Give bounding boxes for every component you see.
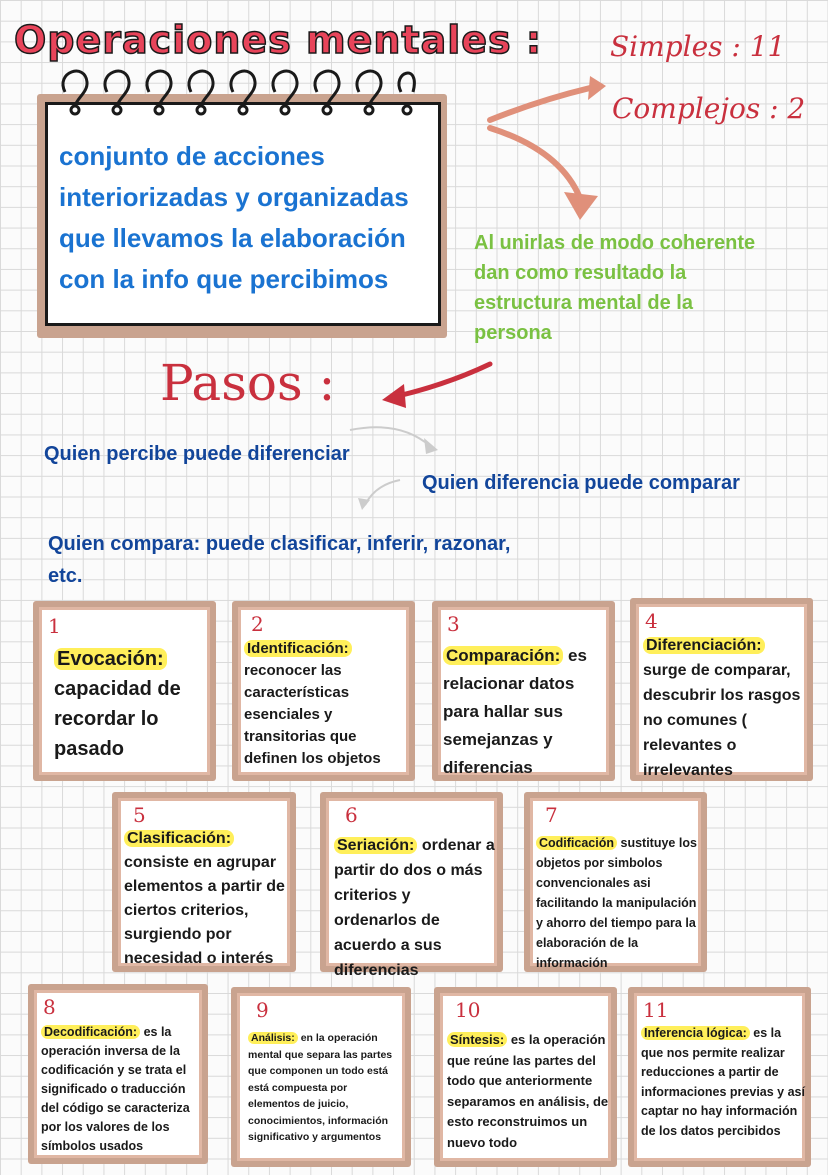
card-text: sustituye los objetos por simbolos convencionales asi facilitando la manipulación y ahorro del tiempo para la elaboración de la información — [536, 836, 697, 970]
card-number: 9 — [256, 998, 269, 1022]
card-clasificacion — [118, 798, 290, 966]
card-text: es relacionar datos para hallar sus semejanzas y diferencias — [443, 646, 587, 777]
card-text: consiste en agrupar elementos a partir de ciertos criterios, surgiendo por necesidad o interés — [124, 854, 285, 967]
card-number: 5 — [133, 803, 146, 827]
definition-text: conjunto de acciones interiorizadas y organizadas que llevamos la elaboración con la info que percibimos — [59, 141, 409, 294]
card-text: es la que nos permite realizar reducciones a partir de informaciones previas y así captar no hay información de los datos percibidos — [641, 1026, 805, 1138]
card-analisis — [237, 993, 405, 1161]
card-decodificacion — [34, 990, 202, 1158]
card-sintesis — [440, 993, 611, 1161]
result-note: Al unirlas de modo coherente dan como resultado la estructura mental de la persona — [474, 232, 756, 344]
card-number: 10 — [455, 998, 481, 1022]
card-number: 7 — [545, 803, 558, 827]
card-text: es la operación que reúne las partes del todo que anteriormente separamos en análisis, de esto reconstruimos un nuevo todo — [447, 1032, 609, 1150]
notebook-rings-icon — [55, 62, 425, 122]
card-term: Análisis: — [248, 1032, 298, 1044]
card-number: 2 — [251, 612, 264, 636]
card-number: 4 — [645, 609, 658, 633]
card-number: 11 — [643, 998, 669, 1022]
card-seriacion — [326, 798, 497, 979]
step-1: Quien percibe puede diferenciar — [44, 443, 350, 465]
card-term: Decodificación: — [41, 1025, 140, 1039]
card-term: Clasificación: — [124, 830, 234, 847]
card-identificacion — [238, 607, 409, 775]
card-number: 3 — [447, 612, 460, 636]
card-text: surge de comparar, descubrir los rasgos no comunes ( relevantes o irrelevantes — [643, 662, 801, 779]
pasos-heading: Pasos : — [160, 354, 336, 412]
card-text: es la operación inversa de la codificación y se trata el significado o traducción del código se caracteriza por los valores de los símbolos usados — [41, 1025, 190, 1153]
simples-count: Simples : 11 — [610, 30, 786, 63]
branch-arrows-icon — [480, 70, 640, 230]
card-diferenciacion — [636, 604, 807, 779]
page-title: Operaciones mentales : — [14, 18, 543, 62]
step-2: Quien diferencia puede comparar — [422, 472, 740, 494]
card-term: Evocación: — [54, 648, 167, 670]
card-evocacion — [39, 607, 210, 775]
card-term: Seriación: — [334, 837, 417, 854]
card-inferencia — [634, 993, 805, 1161]
complejos-count: Complejos : 2 — [612, 92, 806, 125]
pasos-arrow-icon — [378, 356, 498, 416]
card-term: Síntesis: — [447, 1032, 507, 1047]
card-term: Comparación: — [443, 646, 563, 665]
card-term: Diferenciación: — [643, 637, 765, 654]
card-term: Identificación: — [244, 640, 352, 657]
card-term: Codificación — [536, 836, 617, 850]
card-codificacion — [530, 798, 701, 970]
card-number: 1 — [48, 614, 61, 638]
card-term: Inferencia lógica: — [641, 1026, 750, 1040]
card-text: capacidad de recordar lo pasado — [54, 678, 181, 760]
card-number: 8 — [43, 995, 56, 1019]
card-text: reconocer las características esenciales y transitorias que definen los objetos — [244, 662, 381, 767]
step-arrows-icon — [340, 420, 450, 510]
step-3: Quien compara: puede clasificar, inferir, razonar, etc. — [48, 533, 511, 587]
card-comparacion — [438, 607, 609, 775]
card-text: ordenar a partir do dos o más criterios y ordenarlos de acuerdo a sus diferencias — [334, 837, 495, 979]
card-number: 6 — [345, 803, 358, 827]
card-text: en la operación mental que separa las partes que componen un todo está está compuesta por elementos de juicio, conocimientos, información significativo y argumentos — [248, 1032, 393, 1143]
